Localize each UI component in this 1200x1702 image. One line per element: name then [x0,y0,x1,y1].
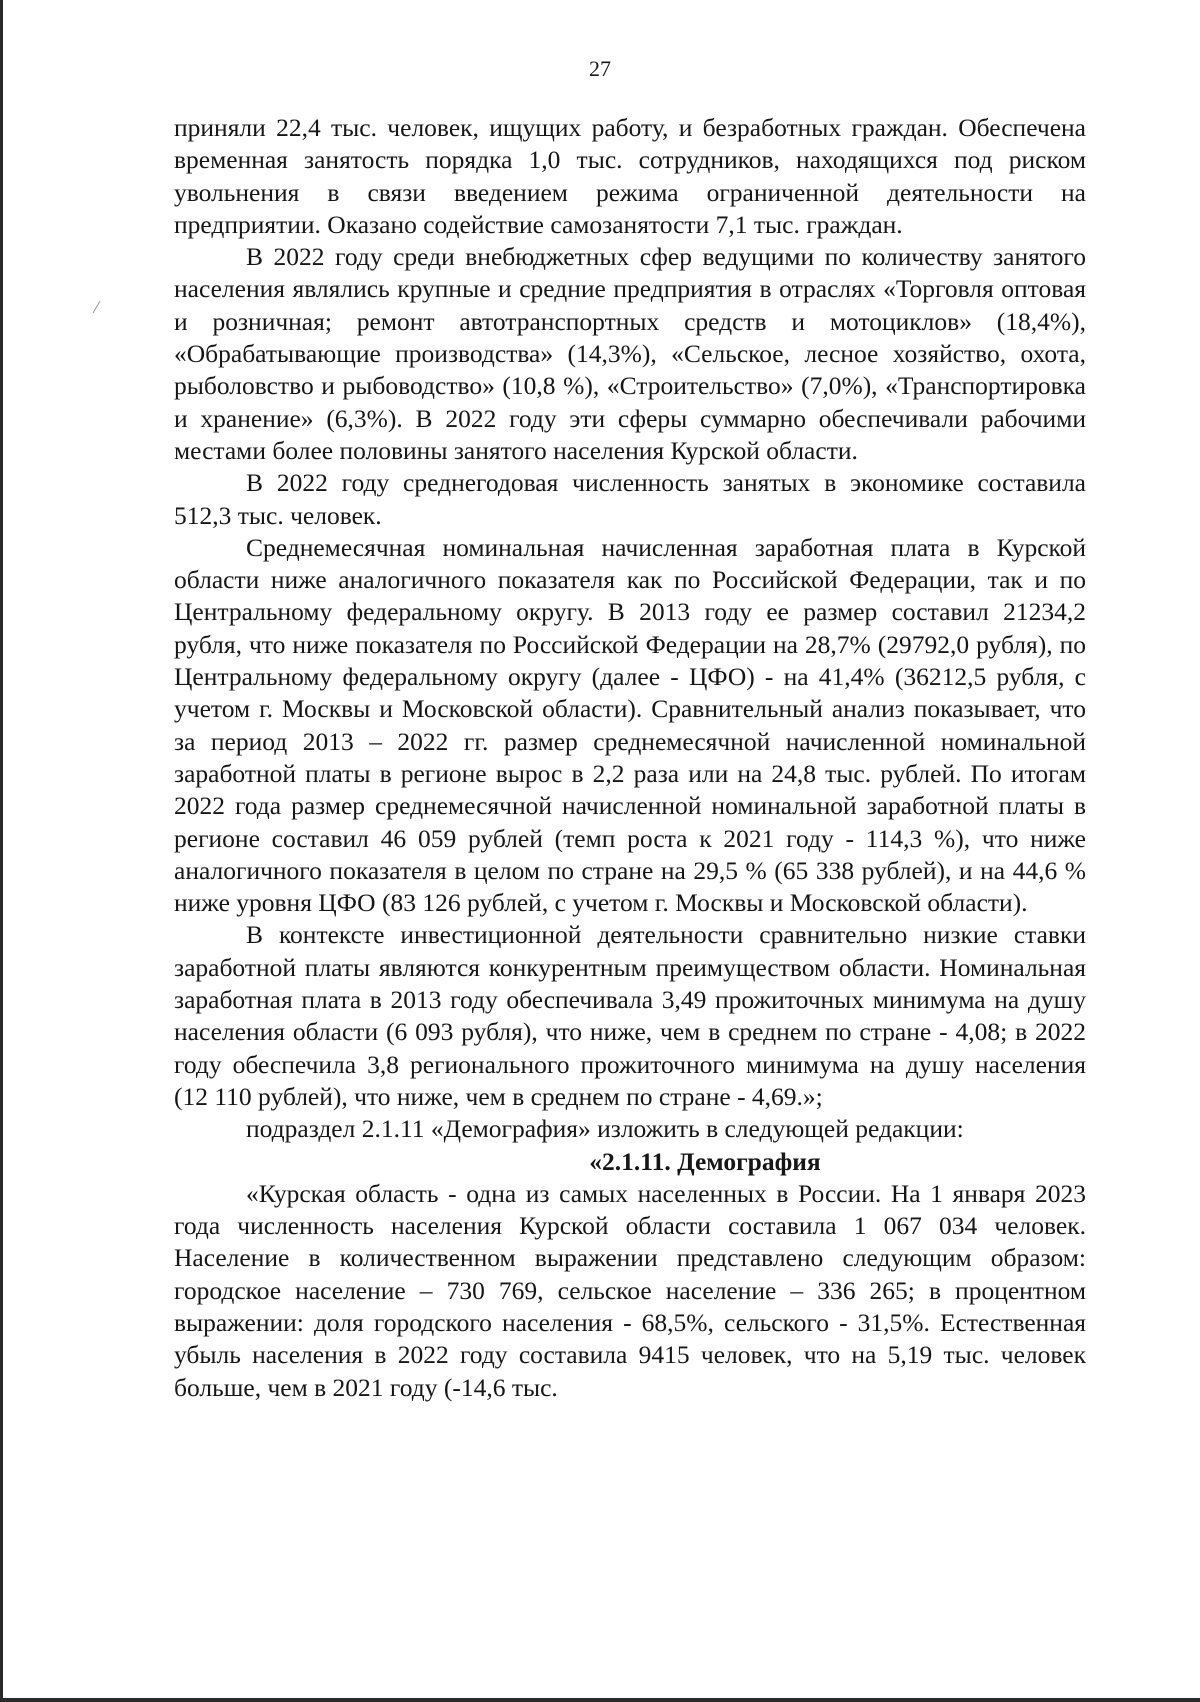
paragraph-amendment-instruction: подраздел 2.1.11 «Демография» изложить в следующей редакции: [246,1114,964,1144]
page-number: 27 [589,56,611,81]
paragraph-average-employment: В 2022 году среднегодовая численность занятых в экономике составила 512,3 тыс. человек. [174,468,1086,530]
paragraph-employment-continuation: приняли 22,4 тыс. человек, ищущих работу, и безработных граждан. Обеспечена временная занятость порядка 1,0 тыс. сотрудников, находящихся под риском увольнения в связи введением режима ограниченной деятельности на предприятии. Оказано содействие самозанятости 7,1 тыс. граждан. [174,113,1086,239]
scan-border-left [0,0,3,1702]
paragraph-demography: «Курская область - одна из самых населенных в России. На 1 января 2023 года численность населения Курской области составила 1 067 034 человек. Население в количественном выражении представлено следующим образом: городское население – 730 769, сельское население – 336 265; в процентном выражении: доля городского населения - 68,5%, сельского - 31,5%. Естественная убыль населения в 2022 году составила 9415 человек, что на 5,19 тыс. человек больше, чем в 2021 году (-14,6 тыс. [174,1178,1086,1402]
document-body [174,112,1086,1404]
paragraph-wages: Среднемесячная номинальная начисленная заработная плата в Курской области ниже аналогичного показателя как по Российской Федерации, так и по Центральному федеральному округу. В 2013 году ее размер составил 21234,2 рубля, что ниже показателя по Российской Федерации на 28,7% (29792,0 рубля), по Центральному федеральному округу (далее - ЦФО) - на 41,4% (36212,5 рубля, с учетом г. Москвы и Московской области). Сравнительный анализ показывает, что за период 2013 – 2022 гг. размер среднемесячной начисленной номинальной заработной платы в регионе вырос в 2,2 раза или на 24,8 тыс. рублей. По итогам 2022 года размер среднемесячной начисленной номинальной заработной платы в регионе составил 46 059 рублей (темп роста к 2021 году - 114,3 %), что ниже аналогичного показателя в целом по стране на 29,5 % (65 338 рублей), и на 44,6 % ниже уровня ЦФО (83 126 рублей, с учетом г. Москвы и Московской области). [174,532,1086,918]
paragraph-employment-sectors: В 2022 году среди внебюджетных сфер ведущими по количеству занятого населения являлись крупные и средние предприятия в отраслях «Торговля оптовая и розничная; ремонт автотранспортных средств и мотоциклов» (18,4%), «Обрабатывающие производства» (14,3%), «Сельское, лесное хозяйство, охота, рыболовство и рыбоводство» (10,8 %), «Строительство» (7,0%), «Транспортировка и хранение» (6,3%). В 2022 году эти сферы суммарно обеспечивали рабочими местами более половины занятого населения Курской области. [174,242,1086,465]
scan-artifact [93,301,101,314]
scan-border-bottom [0,1698,1200,1702]
paragraph-investment-wages: В контексте инвестиционной деятельности сравнительно низкие ставки заработной платы являются конкурентным преимуществом области. Номинальная заработная плата в 2013 году обеспечивала 3,49 прожиточных минимума на душу населения области (6 093 рубля), что ниже, чем в среднем по стране - 4,08; в 2022 году обеспечила 3,8 регионального прожиточного минимума на душу населения (12 110 рублей), что ниже, чем в среднем по стране - 4,69.»; [174,920,1086,1111]
section-heading-demography: «2.1.11. Демография [589,1146,821,1176]
